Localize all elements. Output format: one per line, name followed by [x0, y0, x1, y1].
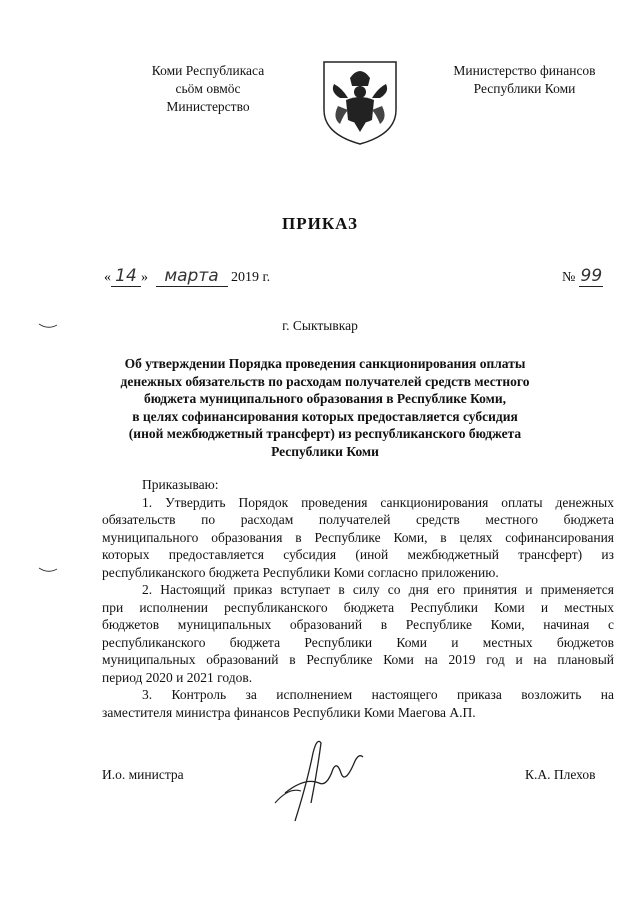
header-right-line: Республики Коми [473, 81, 576, 96]
city: г. Сыктывкар [282, 318, 358, 333]
signatory-position: И.о. министра [102, 767, 184, 782]
body-line: 2. Настоящий приказ вступает в силу со дня его принятия и применяется [142, 582, 614, 597]
body-line: 1. Утвердить Порядок проведения санкционирования оплаты денежных [142, 494, 614, 510]
body-line: обязательств по расходам получателей средств местного бюджета [102, 512, 614, 527]
body-line: заместителя министра финансов Республики Коми Маегова А.П. [102, 704, 476, 720]
header-right-line: Министерство финансов [453, 63, 596, 78]
header-left-line: Министерство [166, 99, 250, 114]
subject-line: (иной межбюджетный трансферт) из республиканского бюджета [128, 426, 522, 441]
number-handwritten: 99 [580, 266, 603, 286]
signatory-name: К.А. Плехов [525, 767, 596, 782]
subject-line: в целях софинансирования которых предоставляется субсидия [132, 408, 518, 424]
body-paragraph-1 [102, 494, 614, 582]
body-line: муниципального образования в Республике Коми, в целях софинансирования [102, 529, 614, 545]
date-open-quote: « [104, 270, 111, 285]
date-day-handwritten: 14 [111, 266, 141, 287]
body-intro: Приказываю: [142, 477, 219, 492]
order-date [104, 266, 270, 287]
document-title: ПРИКАЗ [282, 214, 358, 233]
order-body [102, 476, 614, 721]
body-line: республиканского бюджета Республики Коми и местных бюджетов [102, 634, 614, 650]
header-left-line: сьӧм овмӧс [175, 81, 241, 96]
header-left-line: Коми Республикаса [151, 63, 265, 78]
handwritten-signature [255, 733, 365, 823]
body-line: республиканского бюджета Республики Коми согласно приложению. [102, 564, 499, 580]
number-prefix: № [562, 270, 576, 285]
order-subject [110, 355, 540, 460]
body-line: при исполнении республиканского бюджета Республики Коми и местных [102, 599, 614, 615]
body-line: которых предоставляется субсидия (иной межбюджетный трансферт) из [102, 547, 614, 562]
margin-tick-mark [38, 322, 58, 330]
margin-tick-mark [38, 566, 58, 574]
body-line: период 2020 и 2021 годов. [102, 669, 253, 685]
order-number [562, 266, 603, 287]
body-paragraph-2 [102, 581, 614, 686]
header-komi-language [128, 62, 288, 116]
coat-of-arms-emblem [320, 58, 400, 146]
date-month-handwritten: марта [156, 266, 228, 287]
date-year: 2019 г. [231, 270, 271, 285]
body-line: муниципальных образований в Республике Коми на 2019 год и на плановый [102, 652, 614, 667]
body-line: 3. Контроль за исполнением настоящего приказа возложить на [142, 687, 614, 702]
subject-line: Республики Коми [271, 443, 379, 459]
subject-line: денежных обязательств по расходам получателей средств местного [120, 373, 530, 389]
header-russian [432, 62, 617, 98]
subject-line: Об утверждении Порядка проведения санкционирования оплаты [124, 356, 526, 371]
body-line: бюджетов муниципальных образований в Республике Коми, начиная с [102, 617, 614, 632]
body-paragraph-3 [102, 686, 614, 721]
subject-line: бюджета муниципального образования в Республике Коми, [143, 391, 507, 406]
date-close-quote: » [141, 270, 148, 285]
